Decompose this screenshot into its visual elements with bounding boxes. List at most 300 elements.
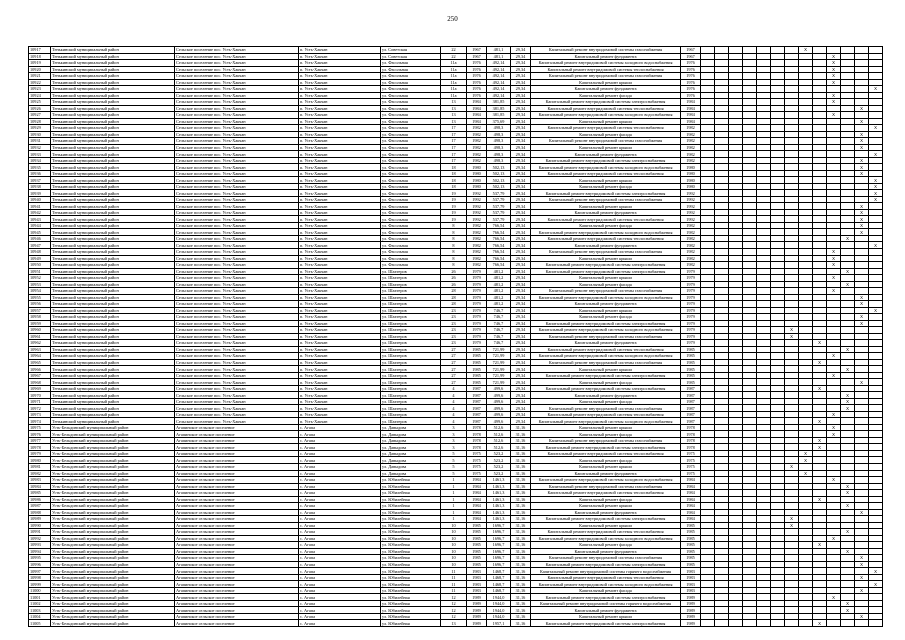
table-cell: 10991 xyxy=(29,529,51,536)
table-cell: Сельское поселение пос. Усть-Хакчан xyxy=(175,196,299,203)
table-cell: 1985 xyxy=(467,353,487,360)
table-cell: 10 xyxy=(441,529,467,536)
table-cell: 1983 xyxy=(467,568,487,575)
table-cell: 1979 xyxy=(681,294,701,301)
table-cell: Капитальный ремонт фундамента xyxy=(531,470,681,477)
table-cell: 1982 xyxy=(467,144,487,151)
table-cell: 10954 xyxy=(29,288,51,295)
table-cell: с. Агапа xyxy=(299,490,381,497)
mark-cell: X xyxy=(841,600,855,607)
table-cell: п. Усть-Хакчан xyxy=(299,183,381,190)
table-cell: 11005 xyxy=(29,620,51,627)
table-cell: Сельское поселение пос. Усть-Хакчан xyxy=(175,151,299,158)
table-cell: 1 xyxy=(441,483,467,490)
table-cell: 1989 xyxy=(467,607,487,614)
table-cell: Сельское поселение пос. Усть-Хакчан xyxy=(175,235,299,242)
table-cell: 1987 xyxy=(467,385,487,392)
table-cell: 10968 xyxy=(29,379,51,386)
table-cell: 11а xyxy=(441,92,467,99)
table-cell: 1975 xyxy=(681,470,701,477)
table-cell: Капитальный ремонт фундамента xyxy=(531,392,681,399)
table-cell: 502,13 xyxy=(487,183,511,190)
table-cell: п. Усть-Хакчан xyxy=(299,307,381,314)
table-cell: Капитальный ремонт внутридомовой системы холодного водоснабжения xyxy=(531,418,681,425)
table-cell: 10980 xyxy=(29,457,51,464)
table-cell: Капитальный ремонт внутридомовой системы теплоснабжения xyxy=(531,235,681,242)
table-cell: Капитальный ремонт внутридомовой системы газоснабжения xyxy=(531,73,681,80)
table-cell: ул. Шахтеров xyxy=(381,379,441,386)
table-cell: 1978 xyxy=(467,431,487,438)
table-cell: 1987 xyxy=(681,385,701,392)
table-cell: Капитальный ремонт внутридомовой системы газоснабжения xyxy=(531,483,681,490)
table-cell: 1984 xyxy=(467,99,487,106)
table-cell: Агапинское сельское поселение xyxy=(175,535,299,542)
table-cell: 1967 xyxy=(467,47,487,54)
table-cell: 1984 xyxy=(681,503,701,510)
mark-cell: X xyxy=(827,353,841,360)
table-cell: 1461,3 xyxy=(487,503,511,510)
table-cell: п. Усть-Хакчан xyxy=(299,346,381,353)
table-cell: ул. Фасольная xyxy=(381,177,441,184)
table-cell: 766,54 xyxy=(487,222,511,229)
table-cell: 10965 xyxy=(29,359,51,366)
mark-cell: X xyxy=(841,398,855,405)
table-cell: Тенькинский муниципальный район xyxy=(51,314,175,321)
table-cell: ул. Юбилейная xyxy=(381,522,441,529)
table-cell: Капитальный ремонт крыши xyxy=(531,79,681,86)
table-cell: 10988 xyxy=(29,509,51,516)
table-cell: 1980 xyxy=(467,183,487,190)
table-cell: 29,34 xyxy=(511,255,531,262)
table-cell: 27 xyxy=(441,379,467,386)
table-cell: 13 xyxy=(441,620,467,627)
table-cell: 17 xyxy=(441,125,467,132)
table-cell: 1987 xyxy=(467,398,487,405)
table-cell: 1975 xyxy=(467,457,487,464)
table-cell: п. Усть-Хакчан xyxy=(299,125,381,132)
table-cell: 1979 xyxy=(681,281,701,288)
table-cell: Капитальный ремонт внутридомовой системы холодного водоснабжения xyxy=(531,164,681,171)
table-cell: 1985 xyxy=(467,542,487,549)
table-cell: Капитальный ремонт внутридомовой системы электроснабжения xyxy=(531,320,681,327)
table-cell: Сельское поселение пос. Усть-Хакчан xyxy=(175,222,299,229)
table-cell: 1982 xyxy=(681,235,701,242)
table-cell: 23 xyxy=(441,327,467,334)
table-cell: с. Агапа xyxy=(299,450,381,457)
table-cell: п. Усть-Хакчан xyxy=(299,418,381,425)
table-cell: 29,34 xyxy=(511,229,531,236)
mark-cell xyxy=(841,620,855,627)
table-cell: п. Усть-Хакчан xyxy=(299,209,381,216)
table-cell: Капитальный ремонт фундамента xyxy=(531,301,681,308)
mark-cell: X xyxy=(813,620,827,627)
table-cell: Тенькинский муниципальный район xyxy=(51,372,175,379)
table-cell: 1982 xyxy=(681,222,701,229)
table-cell: ул. Юбилейная xyxy=(381,509,441,516)
table-cell: 10996 xyxy=(29,561,51,568)
table-cell: Капитальный ремонт внутридомовой системы теплоснабжения xyxy=(531,346,681,353)
table-cell: ул. Фасольная xyxy=(381,216,441,223)
table-cell: 29,34 xyxy=(511,196,531,203)
table-cell: 1992 xyxy=(467,216,487,223)
table-cell: 31,16 xyxy=(511,431,531,438)
mark-cell: X xyxy=(827,66,841,73)
table-cell: 1984 xyxy=(681,509,701,516)
table-cell: 1979 xyxy=(467,333,487,340)
table-cell: п. Усть-Хакчан xyxy=(299,222,381,229)
table-cell: ул. Юбилейная xyxy=(381,490,441,497)
table-cell: 1989 xyxy=(467,620,487,627)
table-cell: 29,34 xyxy=(511,164,531,171)
table-cell: ул. Юбилейная xyxy=(381,535,441,542)
table-cell: 10999 xyxy=(29,581,51,588)
table-cell: п. Усть-Хакчан xyxy=(299,242,381,249)
table-cell: ул. Фасольная xyxy=(381,131,441,138)
table-cell: Усть-Бельдинский муниципальный район xyxy=(51,600,175,607)
mark-cell: X xyxy=(785,327,799,334)
table-cell: 19 xyxy=(441,216,467,223)
table-cell: Сельское поселение пос. Усть-Хакчан xyxy=(175,125,299,132)
capital-repair-register-table xyxy=(28,46,883,627)
table-cell: 10932 xyxy=(29,144,51,151)
mark-cell: X xyxy=(869,568,883,575)
table-cell: ул. Юбилейная xyxy=(381,613,441,620)
table-cell: 12 xyxy=(441,600,467,607)
table-cell: 10937 xyxy=(29,177,51,184)
table-cell: 1989 xyxy=(467,594,487,601)
table-cell: 492,14 xyxy=(487,60,511,67)
table-cell: с. Агапа xyxy=(299,457,381,464)
table-cell: 10998 xyxy=(29,574,51,581)
table-cell: 381,85 xyxy=(487,112,511,119)
table-cell: 29,34 xyxy=(511,99,531,106)
table-cell: 1978 xyxy=(467,444,487,451)
table-cell: п. Усть-Хакчан xyxy=(299,144,381,151)
table-cell: Капитальный ремонт внутридомовой системы газоснабжения xyxy=(531,47,681,54)
table-cell: 10952 xyxy=(29,275,51,282)
table-cell: 31,16 xyxy=(511,470,531,477)
table-cell: 29,34 xyxy=(511,235,531,242)
table-cell: 1983 xyxy=(681,574,701,581)
table-cell: 19 xyxy=(441,190,467,197)
mark-cell: X xyxy=(855,216,869,223)
table-cell: 1983 xyxy=(467,581,487,588)
table-cell: п. Усть-Хакчан xyxy=(299,268,381,275)
mark-cell: X xyxy=(813,542,827,549)
table-cell: Усть-Бельдинский муниципальный район xyxy=(51,594,175,601)
table-cell: 10962 xyxy=(29,340,51,347)
table-cell: Сельское поселение пос. Усть-Хакчан xyxy=(175,353,299,360)
table-cell: п. Усть-Хакчан xyxy=(299,405,381,412)
table-cell: ул. Юбилейная xyxy=(381,542,441,549)
mark-cell: X xyxy=(855,379,869,386)
table-cell: 10969 xyxy=(29,385,51,392)
table-cell: 1696,7 xyxy=(487,548,511,555)
table-cell: 721,99 xyxy=(487,346,511,353)
mark-cell: X xyxy=(785,522,799,529)
table-cell: п. Усть-Хакчан xyxy=(299,131,381,138)
table-cell: 10935 xyxy=(29,164,51,171)
table-body xyxy=(29,47,883,627)
table-cell: 10945 xyxy=(29,229,51,236)
table-cell: Капитальный ремонт внутридомовой системы газоснабжения xyxy=(531,196,681,203)
table-cell: Агапинское сельское поселение xyxy=(175,561,299,568)
table-cell: 1979 xyxy=(467,301,487,308)
table-cell: 766,54 xyxy=(487,229,511,236)
table-cell: Сельское поселение пос. Усть-Хакчан xyxy=(175,157,299,164)
table-cell: Тенькинский муниципальный район xyxy=(51,216,175,223)
table-cell: ул. Советская xyxy=(381,47,441,54)
table-cell: 1976 xyxy=(467,92,487,99)
table-cell: 1984 xyxy=(467,509,487,516)
table-cell: Сельское поселение пос. Усть-Хакчан xyxy=(175,112,299,119)
table-cell: ул. Давыдова xyxy=(381,457,441,464)
table-cell: п. Усть-Хакчан xyxy=(299,177,381,184)
table-cell: 1985 xyxy=(681,372,701,379)
table-cell: Сельское поселение пос. Усть-Хакчан xyxy=(175,366,299,373)
table-cell: Капитальный ремонт внутридомовой системы теплоснабжения xyxy=(531,574,681,581)
table-cell: 481,2 xyxy=(487,281,511,288)
table-cell: Усть-Бельдинский муниципальный район xyxy=(51,568,175,575)
table-cell: 1984 xyxy=(681,118,701,125)
table-cell: 1967 xyxy=(681,47,701,54)
table-cell: 766,54 xyxy=(487,255,511,262)
table-cell: ул. Юбилейная xyxy=(381,477,441,484)
table-cell: 1982 xyxy=(467,248,487,255)
table-cell: ул. Шахтеров xyxy=(381,346,441,353)
table-cell: Агапинское сельское поселение xyxy=(175,457,299,464)
table-cell: 29,34 xyxy=(511,47,531,54)
table-cell: 10992 xyxy=(29,535,51,542)
table-cell: 29,34 xyxy=(511,222,531,229)
table-cell: Сельское поселение пос. Усть-Хакчан xyxy=(175,183,299,190)
table-cell: 1975 xyxy=(681,450,701,457)
table-cell: 1 xyxy=(441,503,467,510)
table-cell: Усть-Бельдинский муниципальный район xyxy=(51,470,175,477)
table-cell: 746,7 xyxy=(487,333,511,340)
table-cell: 1985 xyxy=(681,555,701,562)
table-cell: 31,16 xyxy=(511,444,531,451)
table-cell: ул. Фасольная xyxy=(381,86,441,93)
mark-cell xyxy=(715,620,729,627)
table-cell: 1975 xyxy=(681,464,701,471)
table-cell: 10931 xyxy=(29,138,51,145)
table-cell: 29,34 xyxy=(511,79,531,86)
table-cell: 1461,3 xyxy=(487,490,511,497)
table-cell: Тенькинский муниципальный район xyxy=(51,164,175,171)
table-cell: 5 xyxy=(441,470,467,477)
table-cell: 499,6 xyxy=(487,418,511,425)
table-cell: 10925 xyxy=(29,99,51,106)
table-cell: 1992 xyxy=(681,190,701,197)
table-cell: 1967 xyxy=(467,53,487,60)
table-cell: Сельское поселение пос. Усть-Хакчан xyxy=(175,216,299,223)
table-cell: с. Агапа xyxy=(299,496,381,503)
table-cell: 29,34 xyxy=(511,125,531,132)
table-cell: 1979 xyxy=(467,275,487,282)
table-cell: 721,99 xyxy=(487,366,511,373)
table-cell: 721,99 xyxy=(487,379,511,386)
table-cell: 29,34 xyxy=(511,190,531,197)
table-cell: 1989 xyxy=(467,600,487,607)
table-cell: Капитальный ремонт внутридомовой системы газоснабжения xyxy=(531,437,681,444)
table-cell: 1982 xyxy=(681,138,701,145)
table-cell: 31,16 xyxy=(511,503,531,510)
table-cell: Агапинское сельское поселение xyxy=(175,581,299,588)
mark-cell: X xyxy=(827,275,841,282)
table-cell: 1984 xyxy=(681,496,701,503)
mark-cell xyxy=(855,620,869,627)
table-cell: 481,2 xyxy=(487,268,511,275)
table-cell: 10 xyxy=(441,561,467,568)
table-cell: ул. Шахтеров xyxy=(381,268,441,275)
table-cell: 29,34 xyxy=(511,392,531,399)
table-cell: Капитальный ремонт внутридомовой системы электроснабжения xyxy=(531,594,681,601)
mark-cell: X xyxy=(841,490,855,497)
mark-cell: X xyxy=(869,190,883,197)
table-cell: с. Агапа xyxy=(299,529,381,536)
table-cell: 1979 xyxy=(467,307,487,314)
table-cell: 31,16 xyxy=(511,529,531,536)
table-cell: Тенькинский муниципальный район xyxy=(51,118,175,125)
mark-cell: X xyxy=(813,496,827,503)
table-cell: 1944,0 xyxy=(487,613,511,620)
table-cell: ул. Фасольная xyxy=(381,170,441,177)
mark-cell: X xyxy=(869,183,883,190)
table-cell: 31,16 xyxy=(511,535,531,542)
table-cell: 29,34 xyxy=(511,248,531,255)
table-cell: Тенькинский муниципальный район xyxy=(51,385,175,392)
table-cell: 1984 xyxy=(681,516,701,523)
table-cell: 1976 xyxy=(681,66,701,73)
table-cell: Капитальный ремонт крыши xyxy=(531,118,681,125)
table-cell: Капитальный ремонт внутридомовой системы газоснабжения xyxy=(531,555,681,562)
table-cell: Сельское поселение пос. Усть-Хакчан xyxy=(175,392,299,399)
table-cell: Капитальный ремонт внутридомовой системы холодного водоснабжения xyxy=(531,581,681,588)
table-cell: Агапинское сельское поселение xyxy=(175,496,299,503)
table-cell: п. Усть-Хакчан xyxy=(299,262,381,269)
table-cell: с. Агапа xyxy=(299,470,381,477)
table-cell: 3 xyxy=(441,424,467,431)
table-cell: 1987 xyxy=(467,405,487,412)
table-cell: ул. Юбилейная xyxy=(381,529,441,536)
table-cell: 8 xyxy=(441,262,467,269)
table-cell: 18 xyxy=(441,164,467,171)
mark-cell: X xyxy=(813,444,827,451)
table-cell: 11000 xyxy=(29,587,51,594)
table-cell: 26 xyxy=(441,281,467,288)
table-cell: п. Усть-Хакчан xyxy=(299,333,381,340)
table-cell: 1944,0 xyxy=(487,594,511,601)
table-cell: 1975 xyxy=(467,450,487,457)
table-cell: 13 xyxy=(441,99,467,106)
table-cell: п. Усть-Хакчан xyxy=(299,112,381,119)
table-cell: 481,2 xyxy=(487,275,511,282)
table-cell: Сельское поселение пос. Усть-Хакчан xyxy=(175,164,299,171)
table-cell: Агапинское сельское поселение xyxy=(175,613,299,620)
table-cell: 498,3 xyxy=(487,125,511,132)
table-cell: Тенькинский муниципальный район xyxy=(51,248,175,255)
table-cell: 1976 xyxy=(467,60,487,67)
table-cell: 1696,7 xyxy=(487,522,511,529)
table-cell: 10951 xyxy=(29,268,51,275)
table-cell: 31,16 xyxy=(511,424,531,431)
table-cell: 1984 xyxy=(467,490,487,497)
table-cell: 523,2 xyxy=(487,450,511,457)
table-cell: 1982 xyxy=(681,125,701,132)
table-cell: ул. Фасольная xyxy=(381,196,441,203)
table-cell: п. Усть-Хакчан xyxy=(299,288,381,295)
table-cell: Капитальный ремонт крыши xyxy=(531,307,681,314)
mark-cell xyxy=(869,620,883,627)
table-cell: 10966 xyxy=(29,366,51,373)
table-cell: 31,16 xyxy=(511,561,531,568)
table-cell: 10971 xyxy=(29,398,51,405)
table-cell: 1985 xyxy=(681,561,701,568)
table-cell: ул. Юбилейная xyxy=(381,581,441,588)
table-cell: 512,6 xyxy=(487,437,511,444)
table-cell: 22 xyxy=(441,53,467,60)
table-cell: ул. Шахтеров xyxy=(381,366,441,373)
table-cell: Сельское поселение пос. Усть-Хакчан xyxy=(175,418,299,425)
table-cell: Сельское поселение пос. Усть-Хакчан xyxy=(175,340,299,347)
mark-cell: X xyxy=(827,431,841,438)
table-cell: Капитальный ремонт фасада xyxy=(531,92,681,99)
table-cell: 10949 xyxy=(29,255,51,262)
table-cell: Тенькинский муниципальный район xyxy=(51,66,175,73)
table-cell: с. Агапа xyxy=(299,516,381,523)
table-cell: Тенькинский муниципальный район xyxy=(51,242,175,249)
table-cell: ул. Шахтеров xyxy=(381,307,441,314)
table-cell: Тенькинский муниципальный район xyxy=(51,262,175,269)
table-cell: 1984 xyxy=(681,477,701,484)
table-cell: Капитальный ремонт внутридомовой системы газоснабжения xyxy=(531,333,681,340)
table-cell: 1984 xyxy=(681,112,701,119)
table-cell: 1979 xyxy=(681,268,701,275)
table-cell: 10967 xyxy=(29,372,51,379)
mark-cell: X xyxy=(855,613,869,620)
table-cell: 29,34 xyxy=(511,379,531,386)
table-cell: п. Усть-Хакчан xyxy=(299,164,381,171)
table-cell: 1979 xyxy=(681,320,701,327)
table-cell: 766,54 xyxy=(487,235,511,242)
table-cell: 1989 xyxy=(681,607,701,614)
table-cell: ул. Фасольная xyxy=(381,209,441,216)
table-cell: 8 xyxy=(441,242,467,249)
table-cell: п. Усть-Хакчан xyxy=(299,294,381,301)
table-cell: Сельское поселение пос. Усть-Хакчан xyxy=(175,411,299,418)
table-cell: 29,34 xyxy=(511,301,531,308)
table-cell: 1982 xyxy=(467,262,487,269)
table-cell: Сельское поселение пос. Усть-Хакчан xyxy=(175,105,299,112)
table-cell: 1982 xyxy=(467,131,487,138)
table-cell: Агапинское сельское поселение xyxy=(175,509,299,516)
mark-cell: X xyxy=(827,477,841,484)
table-cell: 498,3 xyxy=(487,157,511,164)
table-cell: Капитальный ремонт внутридомовой системы теплоснабжения xyxy=(531,125,681,132)
mark-cell: X xyxy=(855,301,869,308)
table-cell: Тенькинский муниципальный район xyxy=(51,288,175,295)
table-cell: Капитальный ремонт внутридомовой системы теплоснабжения xyxy=(531,216,681,223)
table-cell: Сельское поселение пос. Усть-Хакчан xyxy=(175,138,299,145)
table-cell: п. Усть-Хакчан xyxy=(299,73,381,80)
table-cell: Усть-Бельдинский муниципальный район xyxy=(51,444,175,451)
table-cell: 10989 xyxy=(29,516,51,523)
table-cell: п. Усть-Хакчан xyxy=(299,248,381,255)
table-cell: с. Агапа xyxy=(299,568,381,575)
table-cell: ул. Шахтеров xyxy=(381,372,441,379)
table-cell: п. Усть-Хакчан xyxy=(299,196,381,203)
